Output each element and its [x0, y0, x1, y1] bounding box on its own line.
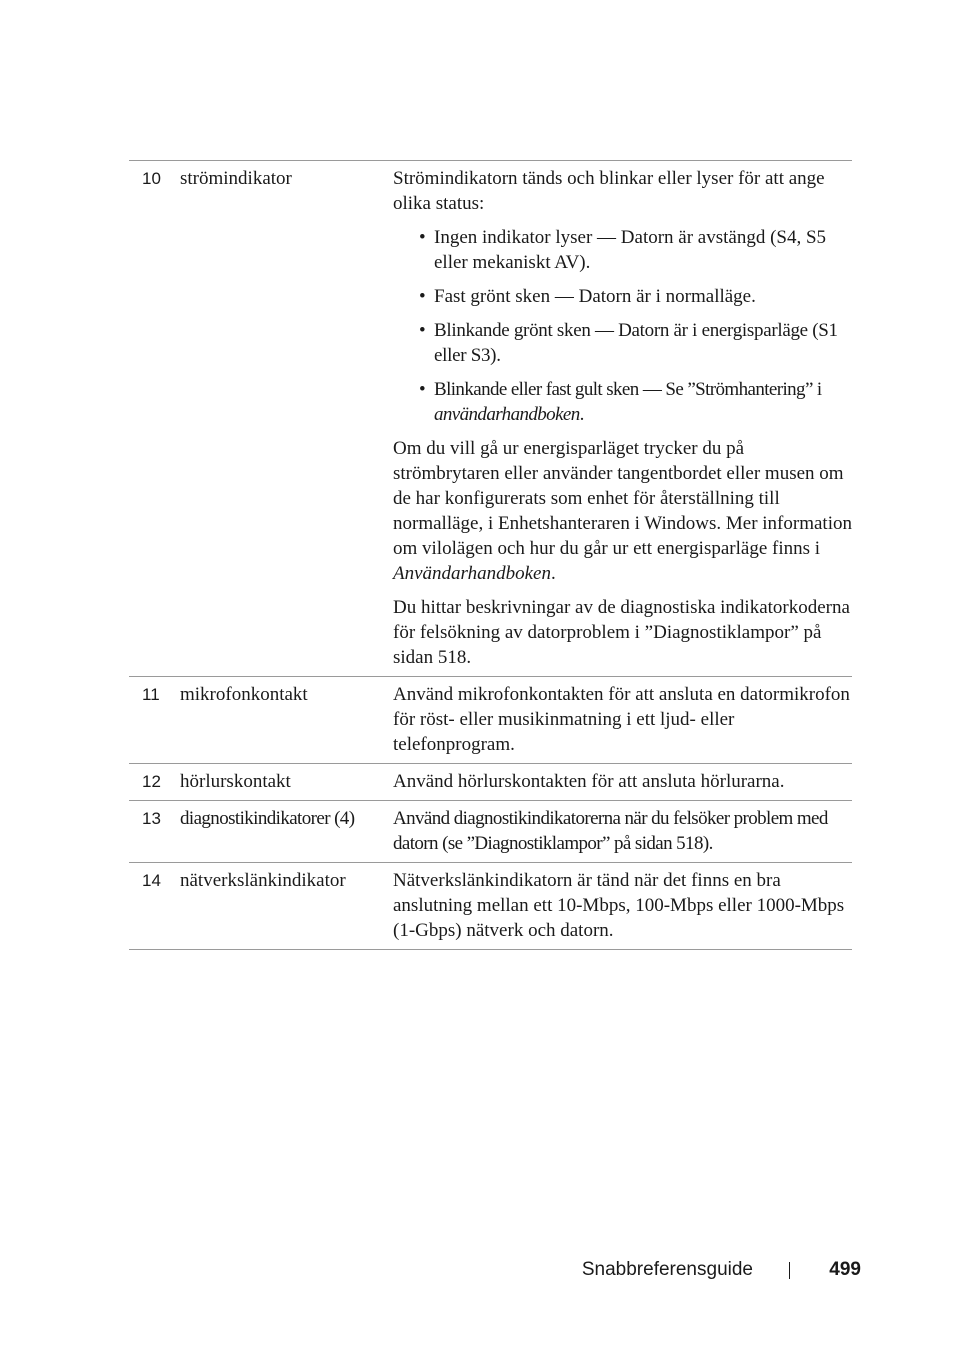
list-item — [393, 377, 852, 427]
description-paragraph: Du hittar beskrivningar av de diagnostiska indikatorkoderna för felsökning av datorproblem i ”Diagnostiklampor” på sidan 518. — [393, 597, 850, 668]
item-description — [393, 806, 852, 856]
component-table — [129, 160, 852, 950]
list-item-text: Blinkande eller fast gult sken — Se ”Strömhantering” i — [434, 379, 822, 400]
item-description — [393, 682, 852, 757]
table-row — [129, 863, 852, 950]
item-number: 13 — [142, 809, 161, 828]
list-item — [393, 284, 852, 309]
item-number: 14 — [142, 871, 161, 890]
paragraph-text: Om du vill gå ur energisparläget trycker du på strömbrytaren eller använder tangentbordet eller musen om de har konfigurerats som enhet för återställning till normalläge, i Enhetshanteraren i Windows. Mer information om vilolägen och hur du går ur ett energisparläge finns i — [393, 438, 852, 559]
item-name: strömindikator — [180, 168, 292, 189]
bullet-glyph: • — [419, 286, 426, 307]
item-description — [393, 868, 852, 943]
list-item — [393, 318, 852, 368]
manual-reference: användarhandboken — [434, 404, 580, 425]
bullet-glyph: • — [419, 227, 426, 248]
item-name: nätverkslänkindikator — [180, 870, 346, 891]
item-number: 10 — [142, 169, 161, 188]
table-row — [129, 161, 852, 677]
item-number: 11 — [142, 685, 160, 704]
list-item-text: Ingen indikator lyser — Datorn är avstängd (S4, S5 eller mekaniskt AV). — [434, 227, 827, 273]
list-item — [393, 225, 852, 275]
list-item-text: Blinkande grönt sken — Datorn är i energisparläge (S1 eller S3). — [434, 320, 838, 366]
item-name: mikrofonkontakt — [180, 684, 308, 705]
bullet-glyph: • — [419, 320, 426, 341]
guide-title: Snabbreferensguide — [581, 1259, 753, 1280]
item-description — [393, 769, 852, 794]
description-paragraph: Använd mikrofonkontakten för att ansluta en datormikrofon för röst- eller musikinmatning i ett ljud- eller telefonprogram. — [393, 684, 850, 755]
description-paragraph: Använd hörlurskontakten för att ansluta hörlurarna. — [393, 771, 785, 792]
list-item-end: . — [579, 404, 584, 425]
description-paragraph — [393, 436, 852, 586]
page-number: 499 — [829, 1259, 861, 1280]
description-paragraph: Använd diagnostikindikatorerna när du felsöker problem med datorn (se ”Diagnostiklampor” på sidan 518). — [393, 808, 828, 854]
manual-reference: Användarhandboken — [393, 563, 551, 584]
item-description — [393, 166, 852, 670]
paragraph-end: . — [550, 563, 556, 584]
item-name: diagnostikindikatorer (4) — [180, 808, 355, 829]
item-number: 12 — [142, 772, 161, 791]
footer-divider — [789, 1262, 790, 1279]
table-row — [129, 764, 852, 801]
description-intro: Strömindikatorn tänds och blinkar eller lyser för att ange olika status: — [393, 168, 825, 214]
list-item-text: Fast grönt sken — Datorn är i normalläge. — [434, 286, 756, 307]
table-row — [129, 801, 852, 863]
bullet-glyph: • — [419, 379, 426, 400]
status-list — [393, 225, 852, 427]
description-paragraph: Nätverkslänkindikatorn är tänd när det finns en bra anslutning mellan ett 10-Mbps, 100-Mbps eller 1000-Mbps (1-Gbps) nätverk och datorn. — [393, 870, 845, 941]
item-name: hörlurskontakt — [180, 771, 291, 792]
page-footer — [0, 1256, 954, 1284]
table-row — [129, 677, 852, 764]
